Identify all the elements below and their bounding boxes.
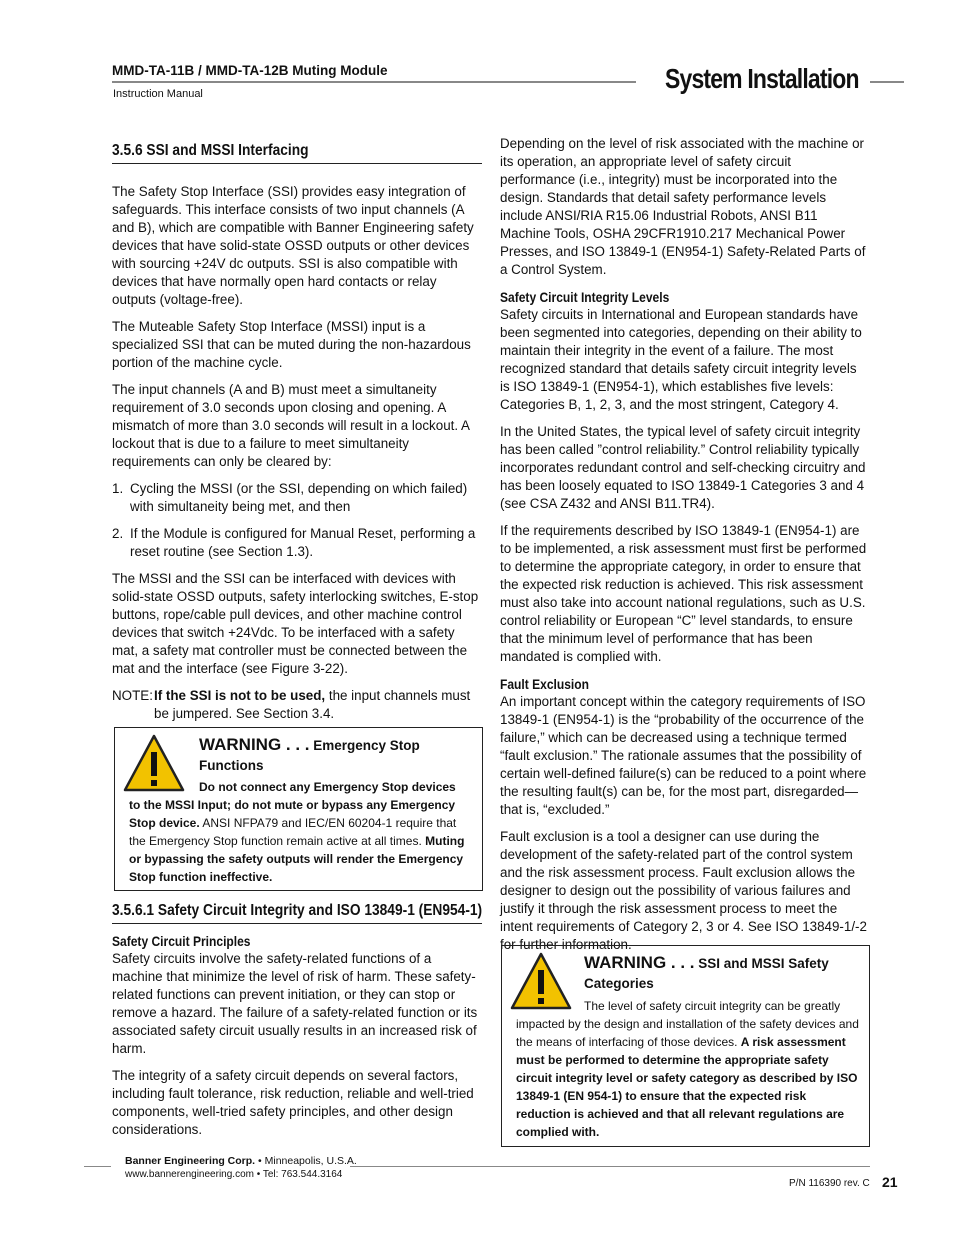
warning-text-1: ANSI NFPA79 and IEC/EN 60204-1 require that the Emergency Stop function remain active at all times. xyxy=(129,816,457,848)
note-text xyxy=(154,687,482,723)
warning-box-safety-categories xyxy=(501,945,870,1147)
part-number: P/N 116390 rev. C xyxy=(789,1178,870,1189)
page-title: System Installation xyxy=(665,63,859,94)
warning-body xyxy=(516,997,861,1141)
footer-contact: www.bannerengineering.com • Tel: 763.544.3164 xyxy=(125,1169,343,1180)
warning-text-1: The level of safety circuit integrity can be greatly impacted by the design and installation of the safety devices and the means of interfacing of those devices. xyxy=(516,999,859,1049)
footer-company xyxy=(125,1155,357,1167)
paragraph-fault-exclusion: An important concept within the category requirements of ISO 13849-1 (EN954-1) is the “probability of the occurrence of the failure,” which can be decreased using a technique termed “fault exclusion.” The rationale assumes that the possibility of certain well-defined failure(s) can be reduced to a point where the resulting fault(s) can be, for the most part, disregarded—that is, “excluded.” xyxy=(500,694,867,817)
paragraph-control-reliability: In the United States, the typical level of safety circuit integrity has been called ”control reliability.” Control reliability typically incorporates redundant control and self-checking circuitry and has been loosely equated to ISO 13849-1 Categories 3 and 4 (see CSA Z432 and ANSI B11.TR4). xyxy=(500,424,866,511)
subsection-heading: 3.5.6.1 Safety Circuit Integrity and ISO 13849-1 (EN954-1) xyxy=(112,902,483,919)
paragraph-interfacing: The MSSI and the SSI can be interfaced with devices with solid-state OSSD outputs, safety interlocking switches, E-stop buttons, rope/cable pull devices, and other machine control devices that switch +24Vdc. To be interfaced with a safety mat, a safety mat controller must be connected between the mat and the interface (see Figure 3-22). xyxy=(112,571,479,676)
warning-bold-2: Muting or bypassing the safety outputs will render the Emergency Stop function ineffective. xyxy=(129,834,465,884)
company-name: Banner Engineering Corp. xyxy=(125,1155,256,1167)
page-number: 21 xyxy=(882,1174,898,1190)
subheading-levels: Safety Circuit Integrity Levels xyxy=(500,289,670,305)
warning-word: WARNING . . . xyxy=(199,735,310,754)
note-rest: the input channels must be jumpered. See Section 3.4. xyxy=(154,688,471,721)
subsection-rule xyxy=(112,923,482,924)
note-label: NOTE: xyxy=(112,688,153,703)
warning-box-emergency-stop xyxy=(114,727,483,891)
paragraph-requirements: If the requirements described by ISO 13849-1 (EN954-1) are to be implemented, a risk assessment must first be performed to determine the appropriate category, in order to ensure that the expected risk reduction is achieved. This risk assessment must also take into account national regulations, such as U.S. control reliability or European “C” level standards, to ensure that the minimum level of performance that has been mandated is complied with. xyxy=(500,523,867,664)
warning-bold-1: A risk assessment must be performed to determine the appropriate safety circuit integrity level or safety category as described by ISO 13849-1 (EN 954-1) to ensure that the expected risk reduction is achieved and that all relevant regulations are complied with. xyxy=(516,1035,858,1139)
subheading-principles: Safety Circuit Principles xyxy=(112,933,251,949)
manual-label: Instruction Manual xyxy=(113,88,203,100)
company-location: • Minneapolis, U.S.A. xyxy=(255,1155,357,1167)
footer-rule-right xyxy=(350,1166,870,1167)
warning-body xyxy=(129,778,469,886)
warning-word: WARNING . . . xyxy=(584,953,695,972)
footer-rule-left xyxy=(84,1166,111,1167)
list-item xyxy=(112,480,482,516)
paragraph-principles: Safety circuits involve the safety-related functions of a machine that minimize the level of risk of harm. These safety-related functions can prevent initiation, or they can stop or remove a hazard. The failure of a safety-related function or its associated safety circuit usually results in an increased risk of harm. xyxy=(112,951,478,1056)
list-text: Cycling the MSSI (or the SSI, depending on which failed) with simultaneity being met, and then xyxy=(130,481,468,514)
note-bold: If the SSI is not to be used, xyxy=(154,688,326,703)
left-column-lower xyxy=(112,902,482,1148)
paragraph-simultaneity: The input channels (A and B) must meet a simultaneity requirement of 3.0 seconds upon closing and opening. A mismatch of more than 3.0 seconds will result in a lockout. A lockout that is due to a failure to meet simultaneity requirements can only be cleared by: xyxy=(112,382,470,469)
warning-title xyxy=(199,735,469,776)
list-text: If the Module is configured for Manual Reset, performing a reset routine (see Section 1.3). xyxy=(130,526,476,559)
paragraph-risk: Depending on the level of risk associated with the machine or its operation, an appropriate level of safety circuit performance (i.e., integrity) must be incorporated into the design. Standards that detail safety performance levels include ANSI/RIA R15.06 Industrial Robots, ANSI B11 Machine Tools, OSHA 29CFR1910.217 Mechanical Power Presses, and ISO 13849-1 (EN954-1) Safety-Related Parts of a Control System. xyxy=(500,136,866,277)
product-title: MMD-TA-11B / MMD-TA-12B Muting Module xyxy=(112,63,388,78)
warning-subject: SSI and MSSI Safety Categories xyxy=(584,956,829,991)
header-rule-right xyxy=(870,81,904,83)
paragraph-fault-tool: Fault exclusion is a tool a designer can use during the development of the safety-related part of the control system and the risk assessment process. Fault exclusion allows the designer to design out the possibility of various failures and justify it through the risk assessment process to meet the intent requirements of Category 2, 3 or 4. See ISO 13849-1/-2 for further information. xyxy=(500,829,867,952)
left-column xyxy=(112,142,482,723)
right-column xyxy=(500,135,868,963)
warning-title xyxy=(584,953,854,994)
list-number: 1. xyxy=(112,481,124,496)
list-number: 2. xyxy=(112,526,124,541)
section-heading: 3.5.6 SSI and MSSI Interfacing xyxy=(112,142,309,159)
warning-subject: Emergency Stop Functions xyxy=(199,738,420,773)
section-rule xyxy=(112,163,482,164)
paragraph-integrity: The integrity of a safety circuit depends on several factors, including fault tolerance, risk reduction, reliable and well-tried components, well-tried safety principles, and other design considerations. xyxy=(112,1068,474,1137)
subheading-fault-exclusion: Fault Exclusion xyxy=(500,676,589,692)
note xyxy=(112,687,482,723)
list-item xyxy=(112,525,482,561)
warning-bold-1: Do not connect any Emergency Stop devices to the MSSI Input; do not mute or bypass any Emergency Stop device. xyxy=(129,780,456,830)
header-rule xyxy=(112,81,636,83)
paragraph-mssi: The Muteable Safety Stop Interface (MSSI) input is a specialized SSI that can be muted during the non-hazardous portion of the machine cycle. xyxy=(112,319,471,370)
paragraph-ssi: The Safety Stop Interface (SSI) provides easy integration of safeguards. This interface consists of two input channels (A and B), which are compatible with Banner Engineering safety devices that have solid-state OSSD outputs or other devices with sourcing +24V dc outputs. SSI is also compatible with devices that have normally open hard contacts or relay outputs (voltage-free). xyxy=(112,184,474,307)
paragraph-levels: Safety circuits in International and European standards have been segmented into categories, depending on their ability to maintain their integrity in the event of a failure. The most recognized standard that details safety circuit integrity levels is ISO 13849-1 (EN954-1), which establishes five levels: Categories B, 1, 2, 3, and the most stringent, Category 4. xyxy=(500,307,862,412)
